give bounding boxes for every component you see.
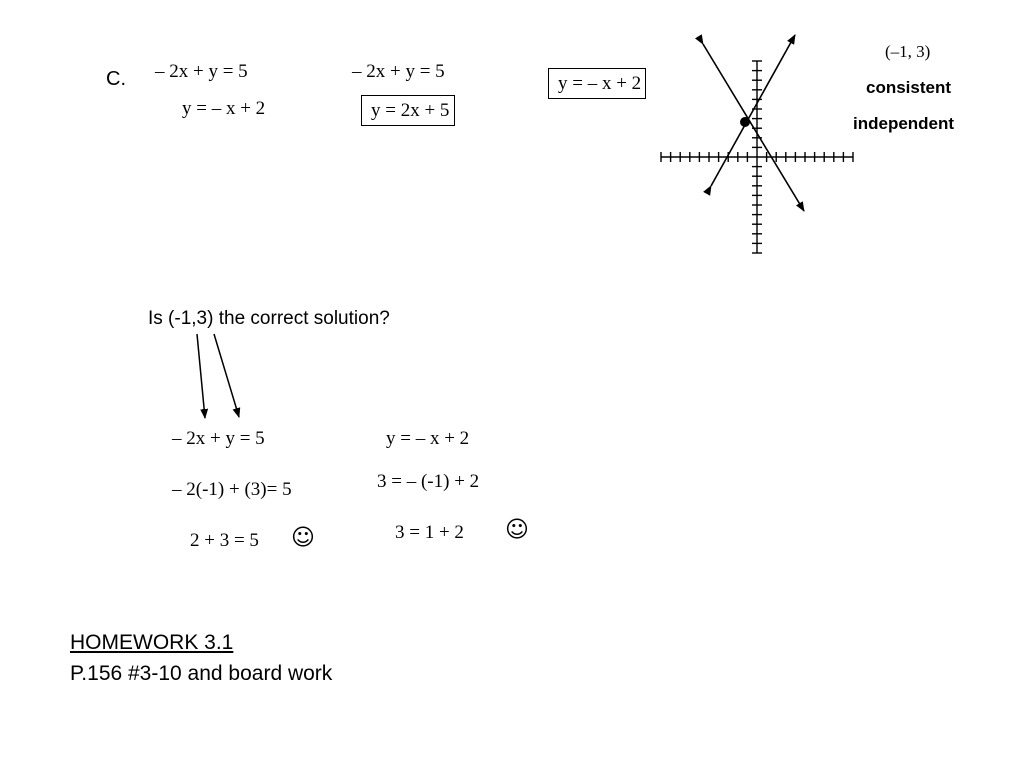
smiley-icon: ☺ xyxy=(505,517,529,543)
equation-2-solved-boxed: y = 2x + 5 xyxy=(361,95,455,126)
solution-point-label: (–1, 3) xyxy=(885,42,931,61)
homework-details: P.156 #3-10 and board work xyxy=(70,662,333,685)
equation-1-solved: y = – x + 2 xyxy=(182,98,266,119)
check-right-line-2: 3 = – (-1) + 2 xyxy=(377,471,480,492)
check-right-line-3: 3 = 1 + 2 xyxy=(395,522,464,543)
question-text: Is (-1,3) the correct solution? xyxy=(148,308,390,329)
line-y-equals-2x-plus-5 xyxy=(711,35,795,186)
homework-title: HOMEWORK 3.1 xyxy=(70,631,234,654)
equation-1-original: – 2x + y = 5 xyxy=(155,61,248,82)
equation-2-original: – 2x + y = 5 xyxy=(352,61,445,82)
classification-independent: independent xyxy=(853,114,955,133)
check-arrow-2 xyxy=(214,334,239,417)
check-left-line-3: 2 + 3 = 5 xyxy=(190,530,259,551)
graph-axes xyxy=(661,61,853,253)
check-right-line-1: y = – x + 2 xyxy=(386,428,470,449)
intersection-point xyxy=(740,117,750,127)
line-equation-boxed: y = – x + 2 xyxy=(548,68,646,99)
smiley-icon: ☺ xyxy=(291,525,315,551)
check-left-line-1: – 2x + y = 5 xyxy=(172,428,265,449)
classification-consistent: consistent xyxy=(866,78,952,97)
problem-label: C. xyxy=(106,68,126,90)
check-left-line-2: – 2(-1) + (3)= 5 xyxy=(172,479,292,500)
check-arrow-1 xyxy=(197,334,205,418)
